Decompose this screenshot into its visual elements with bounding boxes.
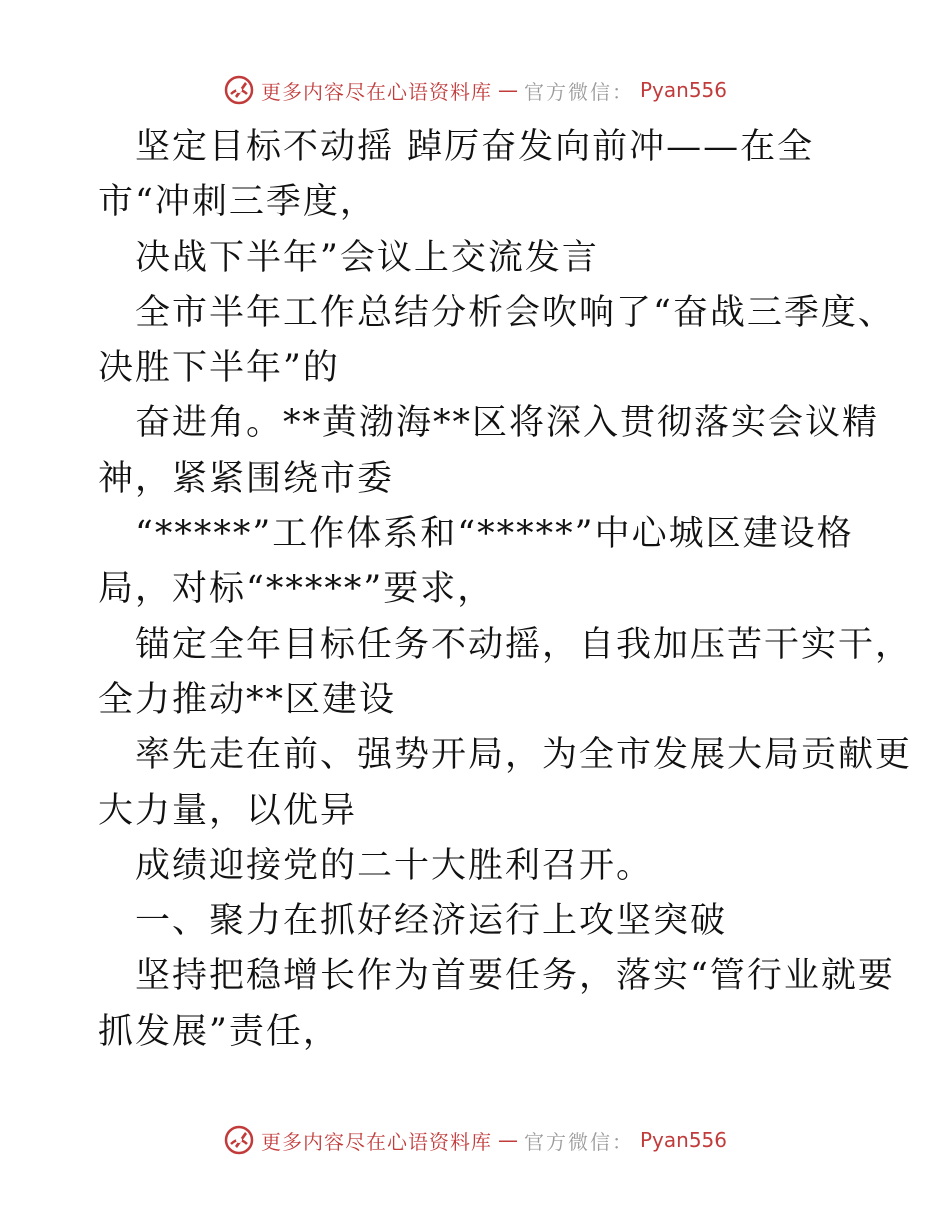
text-line: “*****”工作体系和“*****”中心城区建设格 [135,514,854,555]
book-pen-logo-icon [223,1124,255,1156]
text-line: 全市半年工作总结分析会吹响了“奋战三季度、 [135,292,895,333]
text-line: 成绩迎接党的二十大胜利召开。 [135,845,654,886]
watermark-dash: — [497,1128,518,1152]
book-pen-logo-icon [223,74,255,106]
text-line: 大力量，以优异 [98,790,358,831]
header-watermark [0,70,950,110]
text-line: 坚持把稳增长作为首要任务，落实“管行业就要 [135,956,895,997]
watermark-wechat-id: Pyan556 [639,1128,727,1152]
text-line: 坚定目标不动摇 踔厉奋发向前冲——在全 [135,127,815,167]
text-line: 一、聚力在抓好经济运行上攻坚突破 [135,901,728,942]
document-body [98,120,913,1060]
text-line: 决战下半年”会议上交流发言 [135,237,599,278]
watermark-text: 更多内容尽在心语资料库 [260,1129,492,1154]
watermark-text: 更多内容尽在心语资料库 [260,79,492,104]
text-line: 市“冲刺三季度， [98,182,377,223]
text-line: 神，紧紧围绕市委 [98,458,395,499]
watermark-wechat-id: Pyan556 [639,78,727,102]
watermark-dash: — [497,78,518,102]
footer-watermark [0,1120,950,1160]
text-line: 全力推动**区建设 [98,679,397,720]
text-line: 抓发展”责任， [98,1011,340,1052]
text-line: 锚定全年目标任务不动摇，自我加压苦干实干， [135,624,913,665]
text-line: 局，对标“*****”要求， [98,569,495,610]
text-line: 奋进角。**黄渤海**区将深入贯彻落实会议精 [135,403,880,444]
text-line: 率先走在前、强势开局，为全市发展大局贡献更 [135,735,913,776]
text-line: 决胜下半年”的 [98,348,340,389]
watermark-wechat-label: 官方微信： [523,79,634,104]
watermark-wechat-label: 官方微信： [523,1129,634,1154]
